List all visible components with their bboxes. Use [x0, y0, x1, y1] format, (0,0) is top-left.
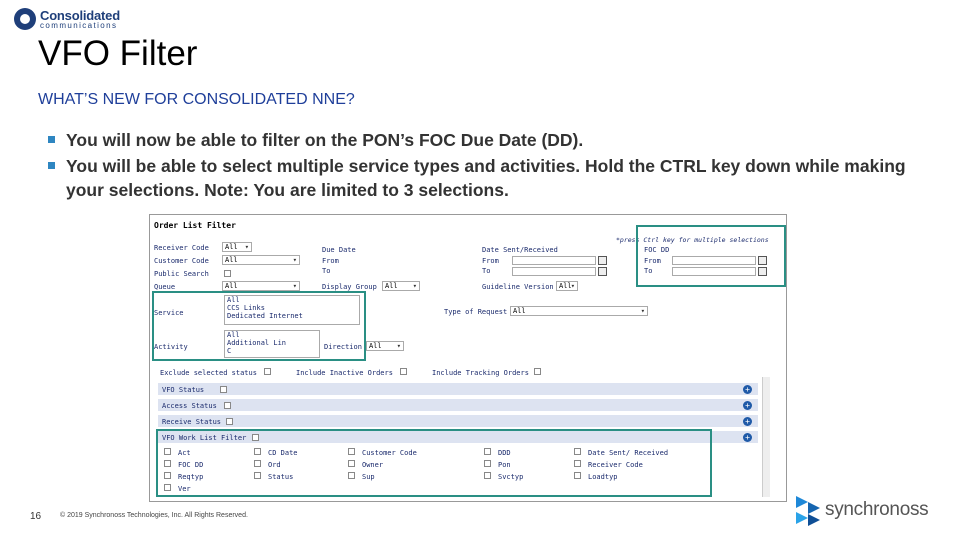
due-date-from-label: From — [322, 257, 339, 265]
foc-dd-to-input[interactable] — [672, 267, 756, 276]
activity-option[interactable]: All — [227, 331, 240, 339]
date-sent-label: Date Sent/Received — [482, 246, 558, 254]
service-label: Service — [154, 309, 184, 317]
work-list-filter-bar[interactable] — [158, 431, 758, 444]
access-status-label: Access Status — [162, 402, 217, 410]
column-option: Ord — [268, 461, 281, 469]
bullet-item: You will be able to select multiple service types and activities. Hold the CTRL key down while making your selections. Note: You are limited to 3 selections. — [46, 154, 926, 202]
customer-code-select[interactable]: All ▾ — [222, 255, 300, 265]
page-number: 16 — [30, 511, 42, 522]
checkbox[interactable] — [164, 472, 171, 479]
calendar-icon[interactable] — [758, 256, 767, 265]
logo-sub: communications — [40, 20, 118, 30]
receive-status-bar[interactable] — [158, 415, 758, 428]
column-option: Customer Code — [362, 449, 417, 457]
synchronoss-logo — [794, 492, 928, 528]
ctrl-hint: *press Ctrl key for multiple selections — [616, 236, 769, 244]
checkbox[interactable] — [574, 472, 581, 479]
activity-option[interactable]: C — [227, 347, 232, 355]
work-list-filter-checkbox[interactable] — [252, 434, 259, 441]
copyright: © 2019 Synchronoss Technologies, Inc. All Rights Reserved. — [60, 512, 248, 519]
service-option[interactable]: All — [227, 296, 240, 304]
activity-option[interactable]: Additional Lin — [227, 339, 287, 347]
filter-header: Order List Filter — [154, 221, 236, 230]
receive-status-label: Receive Status — [162, 418, 222, 426]
foc-dd-label: FOC DD — [644, 246, 670, 254]
column-option: Owner — [362, 461, 384, 469]
vfo-status-bar[interactable] — [158, 383, 758, 396]
checkbox[interactable] — [254, 472, 261, 479]
foc-dd-from-label: From — [644, 257, 661, 265]
service-listbox[interactable] — [224, 295, 360, 325]
include-tracking-checkbox[interactable] — [534, 368, 541, 375]
column-option: Sup — [362, 473, 375, 481]
calendar-icon[interactable] — [598, 267, 607, 276]
service-option[interactable]: CCS Links — [227, 304, 265, 312]
column-option: Status — [268, 473, 294, 481]
checkbox[interactable] — [348, 460, 355, 467]
bullet-list — [46, 128, 926, 204]
checkbox[interactable] — [254, 460, 261, 467]
activity-label: Activity — [154, 343, 188, 351]
display-group-select[interactable]: All ▾ — [382, 281, 420, 291]
public-search-checkbox[interactable] — [224, 270, 231, 277]
work-list-filter-label: VFO Work List Filter — [162, 434, 247, 442]
vfo-status-checkbox[interactable] — [220, 386, 227, 393]
expand-icon[interactable]: + — [743, 385, 752, 394]
include-tracking-label: Include Tracking Orders — [432, 369, 529, 377]
direction-label: Direction — [324, 343, 362, 351]
column-option: FOC DD — [178, 461, 204, 469]
logo-name: Consolidated — [40, 7, 120, 23]
service-option[interactable]: Dedicated Internet — [227, 312, 303, 320]
customer-code-label: Customer Code — [154, 257, 209, 265]
page-subtitle: WHAT’S NEW FOR CONSOLIDATED NNE? — [38, 91, 355, 108]
foc-dd-to-label: To — [644, 267, 653, 275]
date-sent-from-input[interactable] — [512, 256, 596, 265]
include-inactive-checkbox[interactable] — [400, 368, 407, 375]
checkbox[interactable] — [348, 448, 355, 455]
include-inactive-label: Include Inactive Orders — [296, 369, 393, 377]
brand-name: synchronoss — [825, 499, 929, 520]
display-group-label: Display Group — [322, 283, 377, 291]
calendar-icon[interactable] — [758, 267, 767, 276]
activity-listbox[interactable] — [224, 330, 320, 358]
column-option: Receiver Code — [588, 461, 643, 469]
checkbox[interactable] — [254, 448, 261, 455]
date-sent-from-label: From — [482, 257, 499, 265]
queue-select[interactable]: All ▾ — [222, 281, 300, 291]
direction-select[interactable]: All ▾ — [366, 341, 404, 351]
calendar-icon[interactable] — [598, 256, 607, 265]
exclude-status-checkbox[interactable] — [264, 368, 271, 375]
date-sent-to-input[interactable] — [512, 267, 596, 276]
column-option: DDD — [498, 449, 511, 457]
column-option: Ver — [178, 485, 191, 493]
exclude-status-label: Exclude selected status — [160, 369, 257, 377]
access-status-bar[interactable] — [158, 399, 758, 412]
checkbox[interactable] — [164, 448, 171, 455]
receiver-code-label: Receiver Code — [154, 244, 209, 252]
vfo-status-label: VFO Status — [162, 386, 205, 394]
column-option: Svctyp — [498, 473, 524, 481]
consolidated-logo-icon — [14, 8, 36, 30]
type-of-request-select[interactable]: All ▾ — [510, 306, 648, 316]
column-option: CD Date — [268, 449, 298, 457]
column-option: Act — [178, 449, 191, 457]
date-sent-to-label: To — [482, 267, 491, 275]
receive-status-checkbox[interactable] — [226, 418, 233, 425]
column-option: Pon — [498, 461, 511, 469]
checkbox[interactable] — [484, 460, 491, 467]
receiver-code-select[interactable]: All ▾ — [222, 242, 252, 252]
column-option: Loadtyp — [588, 473, 618, 481]
bullet-item: You will now be able to filter on the PON’s FOC Due Date (DD). — [46, 128, 926, 152]
column-option: Reqtyp — [178, 473, 204, 481]
access-status-checkbox[interactable] — [224, 402, 231, 409]
due-date-to-label: To — [322, 267, 331, 275]
expand-icon[interactable]: + — [743, 401, 752, 410]
public-search-label: Public Search — [154, 270, 209, 278]
due-date-label: Due Date — [322, 246, 356, 254]
checkbox[interactable] — [484, 448, 491, 455]
type-of-request-label: Type of Request — [444, 308, 508, 316]
synchronoss-logo-icon — [794, 492, 822, 528]
expand-icon[interactable]: + — [743, 417, 752, 426]
column-option: Date Sent/ Received — [588, 449, 669, 457]
consolidated-logo — [14, 8, 120, 30]
checkbox[interactable] — [164, 484, 171, 491]
foc-dd-from-input[interactable] — [672, 256, 756, 265]
guideline-version-select[interactable]: All ▾ — [556, 281, 578, 291]
checkbox[interactable] — [484, 472, 491, 479]
checkbox[interactable] — [574, 460, 581, 467]
guideline-version-label: Guideline Version — [482, 283, 554, 291]
checkbox[interactable] — [164, 460, 171, 467]
checkbox[interactable] — [574, 448, 581, 455]
scrollbar[interactable] — [762, 377, 770, 497]
page-title: VFO Filter — [38, 34, 198, 73]
order-list-filter-screenshot — [149, 214, 787, 502]
queue-label: Queue — [154, 283, 176, 291]
checkbox[interactable] — [348, 472, 355, 479]
expand-icon[interactable]: + — [743, 433, 752, 442]
